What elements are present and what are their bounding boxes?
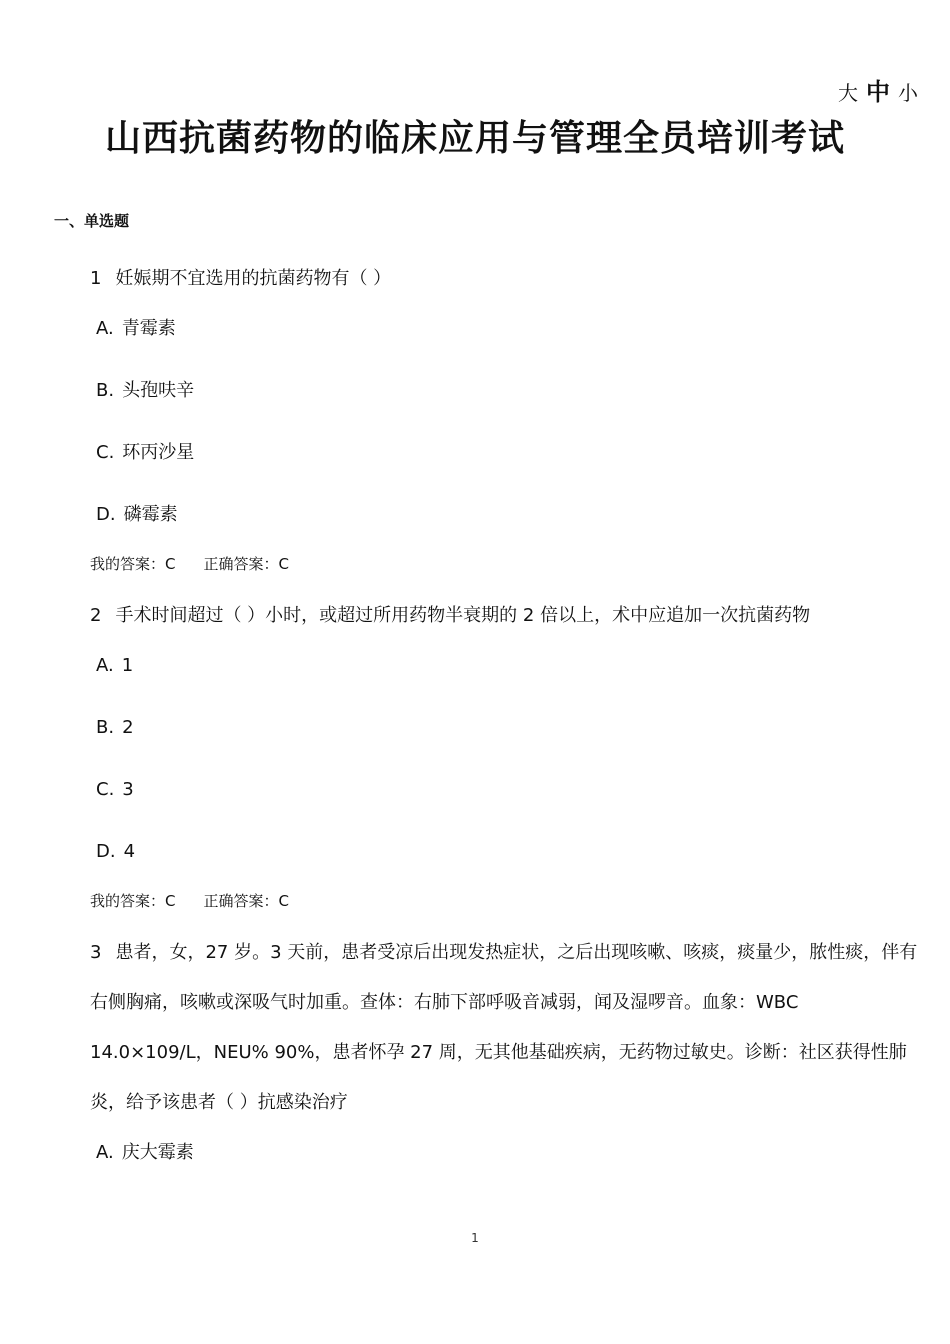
font-size-small-option[interactable]: 小 (898, 81, 918, 105)
question-list (90, 254, 920, 1202)
option-letter: D. (96, 841, 116, 862)
my-answer-label: 我的答案： (90, 555, 166, 573)
page-title: 山西抗菌药物的临床应用与管理全员培训考试 (104, 118, 845, 159)
option-a[interactable] (96, 1140, 920, 1202)
option-c[interactable] (96, 777, 920, 839)
question-text: 患者，女，27 岁。3 天前，患者受凉后出现发热症状，之后出现咳嗽、咳痰，痰量少，脓性痰，伴有右侧胸痛，咳嗽或深吸气时加重。查体：右肺下部呼吸音减弱，闻及湿啰音。血象：WBC 14.0×109/L，NEU% 90%，患者怀孕 27 周，无其他基础疾病，无药物过敏史。诊断：社区获得性肺炎，给予该患者（ ）抗感染治疗 (90, 942, 918, 1113)
question-stem (90, 254, 920, 304)
option-a[interactable] (96, 653, 920, 715)
option-text: 青霉素 (121, 318, 176, 339)
option-c[interactable] (96, 440, 920, 502)
question-number: 3 (90, 942, 102, 963)
answer-row (90, 890, 920, 918)
answer-row (90, 553, 920, 581)
font-size-switch (830, 72, 918, 107)
question-1 (90, 254, 920, 581)
option-letter: B. (96, 380, 115, 401)
correct-answer-value: C (278, 555, 289, 573)
question-2 (90, 591, 920, 918)
option-letter: C. (96, 442, 115, 463)
question-text: 手术时间超过（ ）小时，或超过所用药物半衰期的 2 倍以上，术中应追加一次抗菌药物 (115, 605, 811, 626)
option-letter: A. (96, 1142, 114, 1163)
option-a[interactable] (96, 316, 920, 378)
question-text: 妊娠期不宜选用的抗菌药物有（ ） (115, 268, 392, 289)
question-stem (90, 591, 920, 641)
option-letter: A. (96, 655, 114, 676)
option-letter: B. (96, 717, 115, 738)
option-text: 3 (122, 779, 134, 800)
option-text: 庆大霉素 (121, 1142, 194, 1163)
question-3 (90, 928, 920, 1202)
correct-answer-label: 正确答案： (203, 555, 279, 573)
my-answer-value: C (165, 892, 176, 910)
question-number: 1 (90, 268, 102, 289)
correct-answer-label: 正确答案： (203, 892, 279, 910)
my-answer-label: 我的答案： (90, 892, 166, 910)
option-text: 磷霉素 (123, 504, 178, 525)
option-text: 2 (122, 717, 134, 738)
option-text: 环丙沙星 (122, 442, 195, 463)
option-text: 头孢呋辛 (122, 380, 195, 401)
question-number: 2 (90, 605, 102, 626)
option-text: 1 (121, 655, 134, 676)
option-letter: C. (96, 779, 115, 800)
option-letter: D. (96, 504, 116, 525)
correct-answer-value: C (278, 892, 289, 910)
section-heading: 一、单选题 (54, 212, 130, 230)
option-letter: A. (96, 318, 114, 339)
option-text: 4 (123, 841, 136, 862)
option-b[interactable] (96, 715, 920, 777)
font-size-medium-option[interactable]: 中 (866, 78, 890, 106)
font-size-large-option[interactable]: 大 (838, 81, 858, 105)
page-number: 1 (471, 1231, 479, 1245)
question-stem (90, 928, 920, 1128)
option-b[interactable] (96, 378, 920, 440)
my-answer-value: C (165, 555, 176, 573)
